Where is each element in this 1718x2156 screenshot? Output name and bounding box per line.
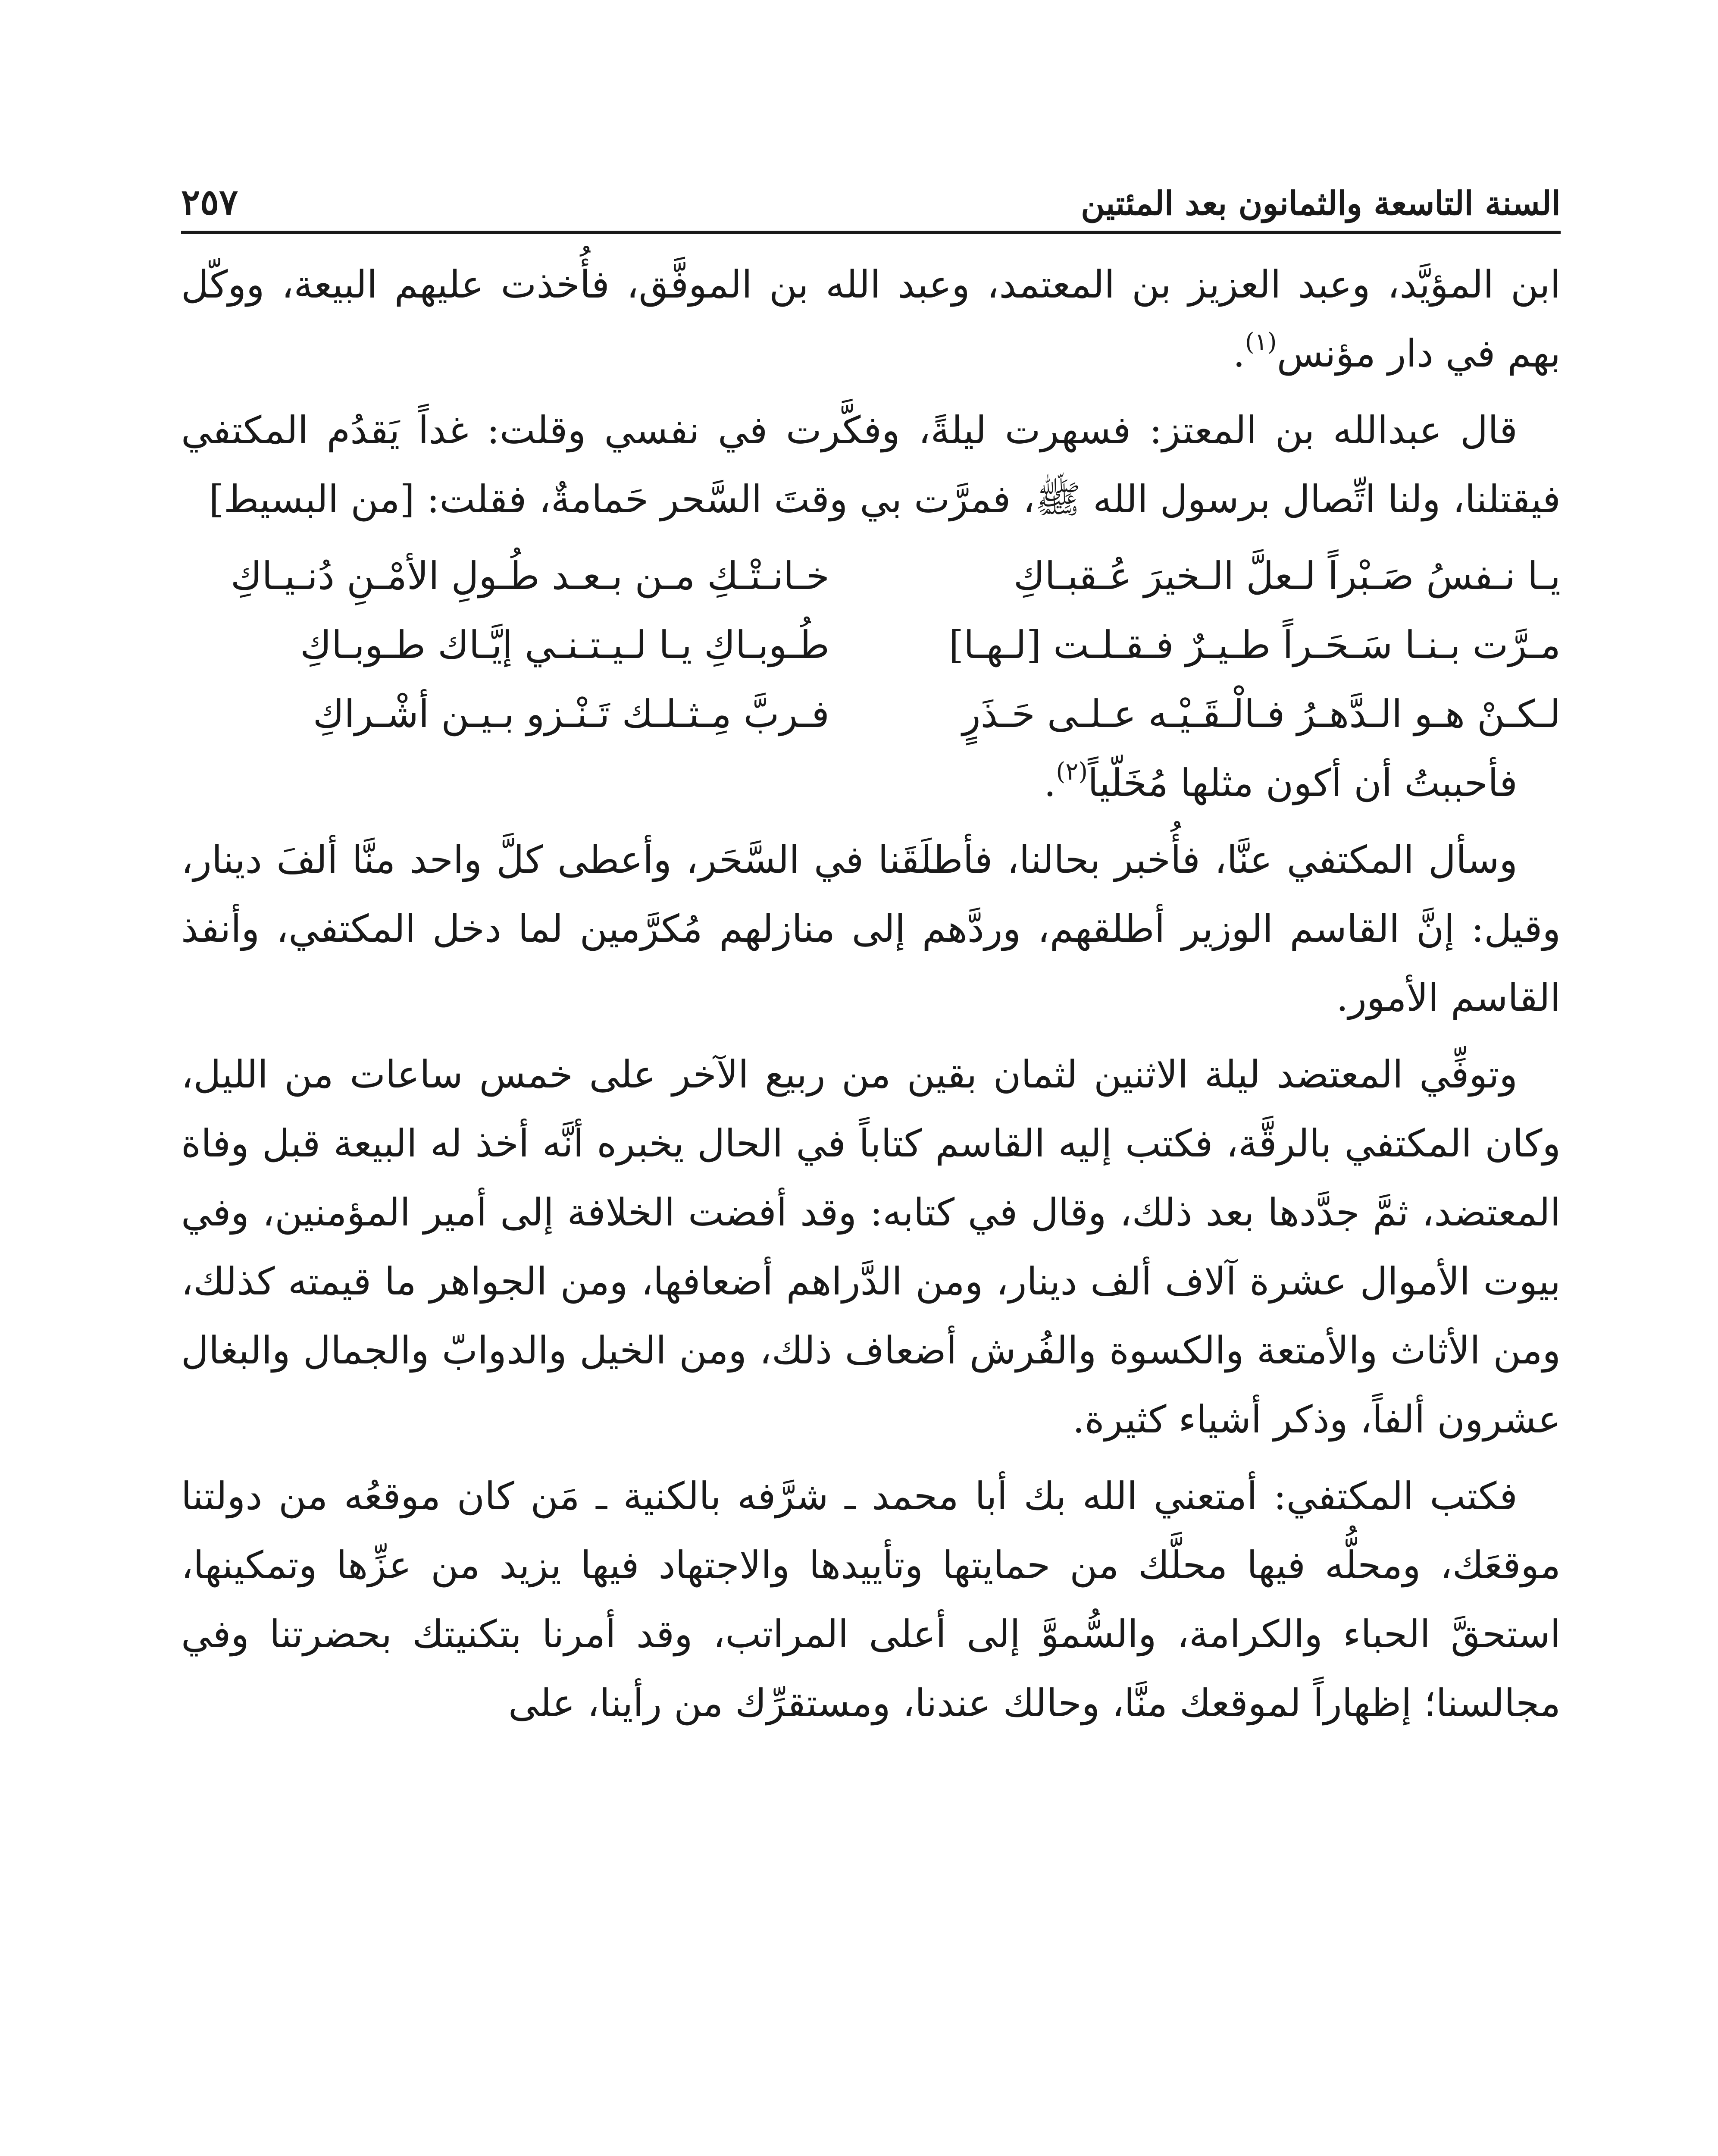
footnote-ref-1: (١)	[1245, 328, 1277, 356]
header-rule	[181, 231, 1561, 234]
paragraph-5: وتوفِّي المعتضد ليلة الاثنين لثمان بقين من ربيع الآخر على خمس ساعات من الليل، وكان المكتفي بالرقَّة، فكتب إليه القاسم كتاباً في الحال يخبره أنَّه أخذ له البيعة قبل وفاة المعتضد، ثمَّ جدَّدها بعد ذلك، وقال في كتابه: وقد أفضت الخلافة إلى أمير المؤمنين، وفي بيوت الأموال عشرة آلاف ألف دينار، ومن الدَّراهم أضعافها، ومن الجواهر ما قيمته كذلك، ومن الأثاث والأمتعة والكسوة والفُرش أضعاف ذلك، ومن الخيل والدوابّ والجمال والبغال عشرون ألفاً، وذكر أشياء كثيرة.	[181, 1052, 1561, 1442]
page-number: ٢٥٧	[181, 182, 238, 223]
paragraph-6: فكتب المكتفي: أمتعني الله بك أبا محمد ـ شرَّفه بالكنية ـ مَن كان موقعُه من دولتنا موقعَك، ومحلُّه فيها محلَّك من حمايتها وتأييدها والاجتهاد فيها يزيد من عزِّها وتمكينها، استحقَّ الحباء والكرامة، والسُّموَّ إلى أعلى المراتب، وقد أمرنا بتكنيتك بحضرتنا وفي مجالسنا؛ إظهاراً لموقعك منَّا، وحالك عندنا، ومستقرِّك من رأينا، على	[181, 1474, 1561, 1725]
poem	[181, 542, 1561, 749]
paragraph-2: قال عبدالله بن المعتز: فسهرت ليلةً، وفكَّرت في نفسي وقلت: غداً يَقدُم المكتفي فيقتلنا، ولنا اتِّصال برسول الله ﷺ، فمرَّت بي وقتَ السَّحر حَمامةٌ، فقلت: [من البسيط]	[181, 408, 1561, 521]
paragraph-3-text: فأحببتُ أن أكون مثلها مُخَلّياً	[1088, 761, 1518, 805]
paragraph-1	[181, 250, 1561, 388]
paragraph-1-end: .	[1233, 331, 1245, 376]
main-text	[181, 250, 1561, 1745]
verse-second-hemistich: خـانـتْـكِ مـن بـعـد طُـولِ الأمْـنِ دُنـيـاكِ	[230, 554, 829, 598]
poem-verse	[181, 611, 1561, 680]
page-header	[181, 142, 1561, 223]
page-frame	[181, 142, 1561, 2156]
running-title: السنة التاسعة والثمانون بعد المئتين	[1081, 184, 1561, 222]
poem-verse	[181, 542, 1561, 611]
poem-verse	[181, 680, 1561, 749]
verse-second-hemistich: فـربَّ مِـثـلـك تَـنْـزو بـيـن أشْـراكِ	[313, 692, 829, 736]
paragraph-3	[181, 749, 1561, 818]
paragraph-1-text: ابن المؤيَّد، وعبد العزيز بن المعتمد، وعبد الله بن الموفَّق، فأُخذت عليهم البيعة، ووكّل بهم في دار مؤنس	[181, 262, 1561, 376]
verse-second-hemistich: طُـوبـاكِ يـا لـيـتـنـي إيَّـاك طـوبـاكِ	[300, 623, 829, 667]
footnote-ref-2: (٢)	[1056, 757, 1088, 786]
paragraph-3-end: .	[1044, 761, 1056, 805]
verse-first-hemistich: يـا نـفسُ صَـبْراً لـعلَّ الـخيرَ عُـقبـاكِ	[1013, 554, 1561, 598]
paragraph-4: وسأل المكتفي عنَّا، فأُخبر بحالنا، فأطلَقَنا في السَّحَر، وأعطى كلَّ واحد منَّا ألفَ دينار، وقيل: إنَّ القاسم الوزير أطلقهم، وردَّهم إلى منازلهم مُكرَّمين لما دخل المكتفي، وأنفذ القاسم الأمور.	[181, 837, 1561, 1020]
verse-first-hemistich: مـرَّت بـنـا سَـحَـراً طـيـرٌ فـقـلـت [لـهـا]	[948, 623, 1561, 667]
verse-first-hemistich: لـكـنْ هـو الـدَّهـرُ فـالْـقَـيْـه عـلـى حَـذَرٍ	[962, 692, 1561, 736]
